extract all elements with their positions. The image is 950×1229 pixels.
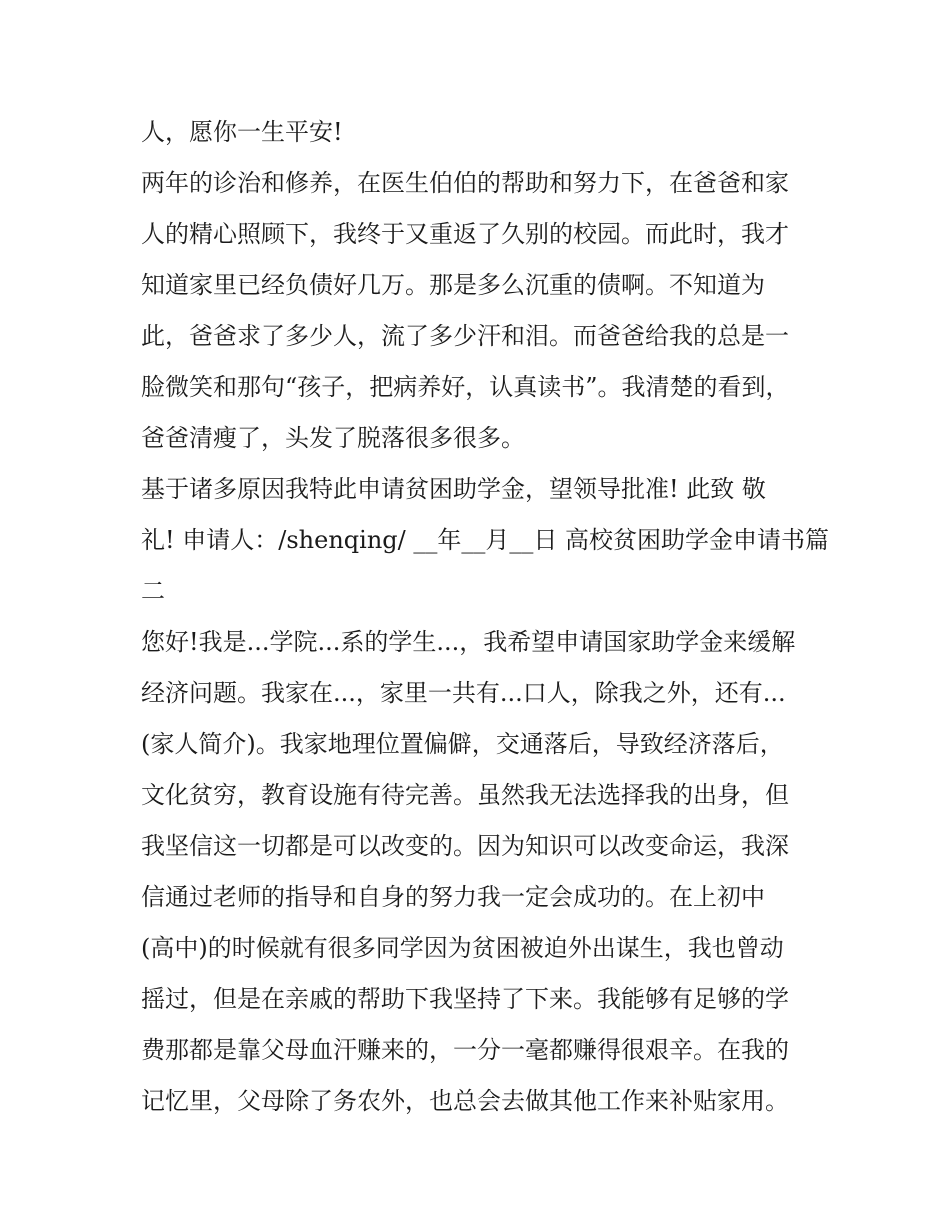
text-line: 二 (141, 577, 165, 605)
text-line: 基于诸多原因我特此申请贫困助学金，望领导批准! 此致 敬 (141, 475, 766, 503)
text-line: 我坚信这一切都是可以改变的。因为知识可以改变命运，我深 (141, 832, 789, 860)
text-line: 文化贫穷，教育设施有待完善。虽然我无法选择我的出身，但 (141, 781, 789, 809)
text-line: 此，爸爸求了多少人，流了多少汗和泪。而爸爸给我的总是一 (141, 322, 789, 350)
text-line: 您好!我是...学院...系的学生...，我希望申请国家助学金来缓解 (141, 628, 796, 656)
text-line: 脸微笑和那句“孩子，把病养好，认真读书”。我清楚的看到， (141, 373, 790, 401)
text-line: 人，愿你一生平安! (141, 118, 343, 146)
text-line: 经济问题。我家在...，家里一共有...口人，除我之外，还有... (141, 679, 786, 707)
text-line: 费那都是靠父母血汗赚来的，一分一毫都赚得很艰辛。在我的 (141, 1036, 789, 1064)
document-body (141, 107, 831, 1127)
text-line: 礼! 申请人：/shenqing/ __年__月__日 高校贫困助学金申请书篇 (141, 526, 829, 554)
text-line: 记忆里，父母除了务农外，也总会去做其他工作来补贴家用。 (141, 1087, 789, 1115)
text-line: 两年的诊治和修养，在医生伯伯的帮助和努力下，在爸爸和家 (141, 169, 789, 197)
text-line: (高中)的时候就有很多同学因为贫困被迫外出谋生，我也曾动 (141, 934, 784, 962)
text-line: 人的精心照顾下，我终于又重返了久别的校园。而此时，我才 (141, 220, 789, 248)
text-line: (家人简介)。我家地理位置偏僻，交通落后，导致经济落后， (141, 730, 784, 758)
text-line: 信通过老师的指导和自身的努力我一定会成功的。在上初中 (141, 883, 765, 911)
text-line: 摇过，但是在亲戚的帮助下我坚持了下来。我能够有足够的学 (141, 985, 789, 1013)
text-line: 爸爸清瘦了，头发了脱落很多很多。 (141, 424, 525, 452)
text-line: 知道家里已经负债好几万。那是多么沉重的债啊。不知道为 (141, 271, 765, 299)
